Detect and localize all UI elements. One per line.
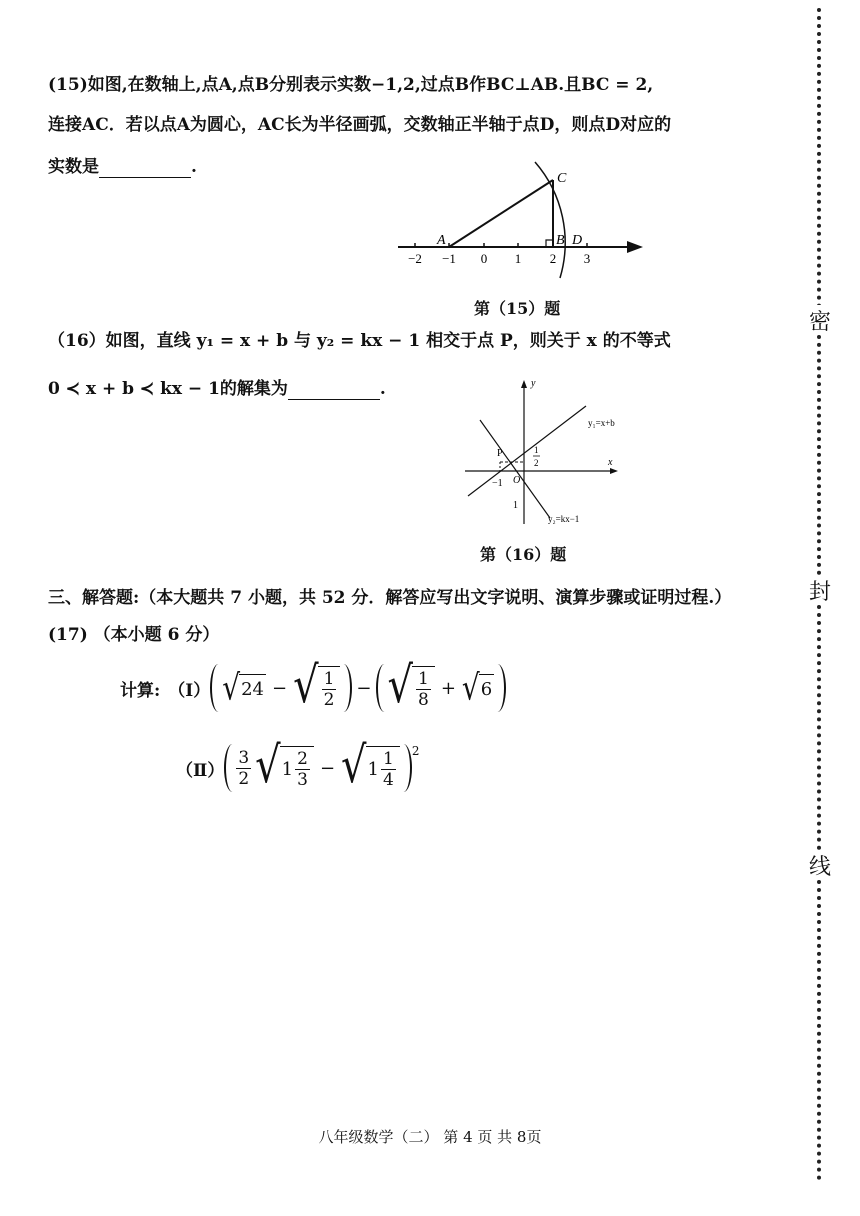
q16-label-neg1: −1 — [492, 478, 503, 489]
q16-label-y2: y₂=kx−1 — [548, 514, 580, 524]
q17-calc-label: 计算: — [120, 680, 161, 701]
q15-line3 — [48, 156, 197, 178]
q16-answer-blank — [288, 383, 380, 400]
q16-axis-x-label: x — [608, 457, 613, 468]
q15-answer-blank — [99, 161, 191, 178]
q15-label-b: B — [556, 233, 565, 248]
q16-label-p: P — [497, 448, 503, 459]
q15-tick-3: 3 — [583, 251, 591, 266]
q15-figure — [395, 160, 655, 280]
q16-y-arrow-icon — [521, 380, 527, 388]
binding-line — [805, 0, 835, 1216]
binding-char-mi: 密 — [805, 305, 835, 336]
q15-label-d: D — [572, 233, 583, 248]
q17-part1-label: （Ⅰ） — [168, 680, 211, 701]
q15-tick-2: 2 — [549, 251, 557, 266]
q16-figure — [460, 370, 630, 530]
q15-tick-1: 1 — [514, 251, 522, 266]
q16-caption: 第（16）题 — [480, 545, 567, 564]
q16-label-half-den: 2 — [534, 458, 539, 468]
binding-dots-bottom — [817, 880, 825, 1180]
q15-label-a: A — [437, 233, 446, 248]
page-footer: 八年级数学（二） 第 4 页 共 8页 — [318, 1128, 542, 1146]
q16-label-half-num: 1 — [534, 445, 539, 455]
q15-tick-0: 0 — [480, 251, 488, 266]
q16-axis-y-label: y — [531, 378, 536, 389]
q15-right-angle — [546, 240, 553, 247]
q16-end-mark: . — [379, 379, 386, 399]
q15-segment-ac — [449, 180, 553, 247]
q17-p1-sqrt24: 24 — [239, 674, 266, 702]
q17-part2-label: （Ⅱ） — [176, 760, 225, 781]
q16-line2-text: 0 ≺ x + b ≺ kx − 1的解集为 — [48, 379, 288, 399]
q16-label-o: O — [513, 475, 521, 486]
binding-dots-mid2 — [817, 605, 825, 850]
q17-part2 — [176, 736, 420, 795]
q15-line3-text: 实数是 — [48, 157, 99, 177]
section-title: 三、解答题:（本大题共 7 小题，共 52 分．解答应写出文字说明、演算步骤或证明过程.） — [48, 588, 732, 608]
q17-part1-group-a: √ 24 − √ $\frac{1}{2}$ — [210, 664, 352, 712]
q16-line1: （16）如图，直线 y₁ = x + b 与 y₂ = kx − 1 相交于点 P，则关于 x 的不等式 — [48, 331, 671, 351]
q15-line1: (15)如图,在数轴上,点A,点B分别表示实数−1,2,过点B作BC⊥AB.且BC = 2, — [48, 75, 654, 95]
q17-part1-group-b: √ $\frac{1}{8}$ + √ 6 — [376, 664, 507, 712]
binding-char-feng: 封 — [805, 575, 835, 606]
q16-line2 — [48, 378, 386, 400]
q17-p1-sqrt6: 6 — [479, 674, 494, 702]
q16-line-y1 — [468, 406, 586, 496]
q15-end-mark: . — [191, 157, 197, 177]
q15-tick-neg1: −1 — [442, 251, 456, 266]
q17-part1: 计算: （Ⅰ） √ 24 − √ $\frac{1}{2}$ − √ $\frac{1}{8}$ + √ 6 — [120, 664, 506, 712]
q15-arrow-icon — [627, 241, 643, 253]
q17-p2-exponent: 2 — [411, 744, 420, 758]
q15-label-c: C — [557, 171, 567, 186]
q15-tick-neg2: −2 — [408, 251, 422, 266]
q16-label-1: 1 — [513, 500, 518, 511]
q16-x-arrow-icon — [610, 468, 618, 474]
binding-char-xian: 线 — [805, 850, 835, 881]
q15-line2: 连接AC．若以点A为圆心，AC长为半径画弧，交数轴正半轴于点D，则点D对应的 — [48, 115, 672, 135]
q17-header: (17) （本小题 6 分） — [48, 625, 220, 645]
q16-label-y1: y₁=x+b — [588, 418, 615, 428]
binding-dots-mid1 — [817, 335, 825, 575]
q15-caption: 第（15）题 — [474, 299, 561, 318]
q17-part2-group: $\frac{3}{2}$ √ 1 $\frac{2}{3}$ − √ 1 $\frac{1}{4}$ — [224, 744, 411, 792]
binding-dots-top — [817, 8, 825, 308]
